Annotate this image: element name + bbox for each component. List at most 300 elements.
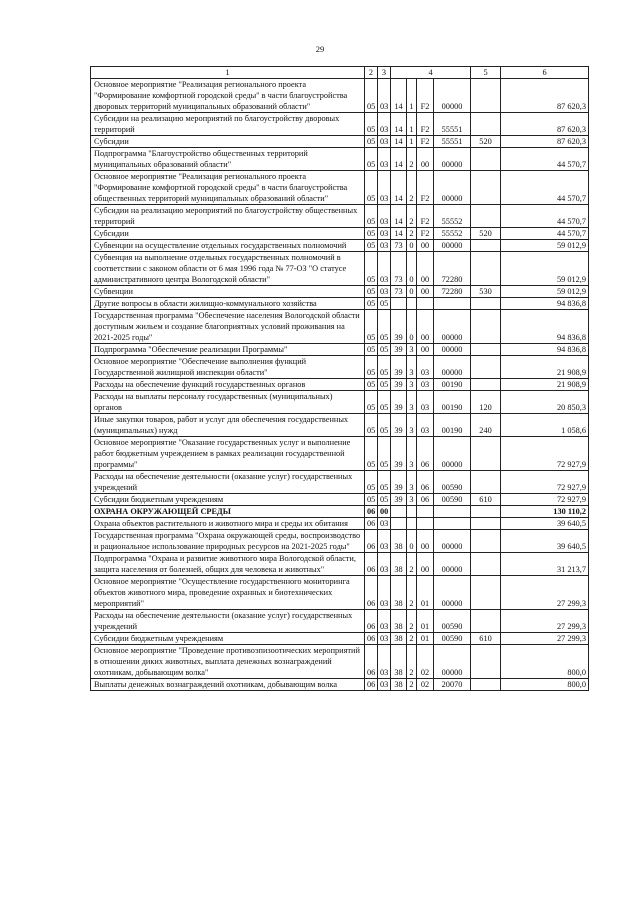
table-row	[91, 79, 589, 113]
row-section: 05	[365, 252, 378, 286]
row-section: 05	[365, 356, 378, 379]
row-section: 05	[365, 414, 378, 437]
table-row	[91, 494, 589, 506]
row-expense-type	[471, 79, 501, 113]
row-target-code: 72280	[434, 286, 471, 298]
row-target-code: 55551	[434, 113, 471, 136]
row-section: 06	[365, 610, 378, 633]
table-row	[91, 553, 589, 576]
row-target-code: 55552	[434, 205, 471, 228]
row-subsection: 05	[378, 298, 391, 310]
row-target-program: 14	[391, 205, 407, 228]
row-target-code: 00590	[434, 610, 471, 633]
row-section: 05	[365, 379, 378, 391]
table-row	[91, 205, 589, 228]
table-row	[91, 506, 589, 518]
row-target-program: 14	[391, 171, 407, 205]
row-target-code: 72280	[434, 252, 471, 286]
table-row	[91, 286, 589, 298]
row-section: 05	[365, 310, 378, 344]
table-row	[91, 391, 589, 414]
row-section: 05	[365, 240, 378, 252]
row-expense-type: 240	[471, 414, 501, 437]
row-section: 06	[365, 530, 378, 553]
row-section: 05	[365, 286, 378, 298]
row-subsection: 03	[378, 171, 391, 205]
row-name: Субсидии	[91, 228, 365, 240]
row-name: Подпрограмма "Охрана и развитие животного мира Вологодской области, защита населения от болезней, общих для человека и животных"	[91, 553, 365, 576]
row-target-event: F2	[417, 205, 434, 228]
row-target-event	[417, 506, 434, 518]
row-target-program: 38	[391, 553, 407, 576]
row-expense-type	[471, 113, 501, 136]
header-cell-5: 5	[471, 67, 501, 79]
row-target-program: 38	[391, 576, 407, 610]
row-target-subprogram: 3	[407, 356, 417, 379]
row-target-subprogram: 3	[407, 414, 417, 437]
row-name: Субсидии бюджетным учреждениям	[91, 494, 365, 506]
row-amount: 130 110,2	[501, 506, 589, 518]
row-section: 06	[365, 645, 378, 679]
row-amount: 59 012,9	[501, 240, 589, 252]
row-target-event	[417, 518, 434, 530]
row-target-event	[417, 298, 434, 310]
row-section: 06	[365, 679, 378, 691]
row-subsection: 03	[378, 252, 391, 286]
row-name: Основное мероприятие "Проведение противоэпизоотических мероприятий в отношении диких животных, выплата денежных вознаграждений охотникам, добывающим волка"	[91, 645, 365, 679]
row-amount: 21 908,9	[501, 356, 589, 379]
row-expense-type	[471, 298, 501, 310]
row-amount: 39 640,5	[501, 530, 589, 553]
row-target-program: 38	[391, 633, 407, 645]
row-target-subprogram: 3	[407, 437, 417, 471]
row-expense-type: 520	[471, 136, 501, 148]
table-row	[91, 576, 589, 610]
row-amount: 31 213,7	[501, 553, 589, 576]
row-amount: 800,0	[501, 645, 589, 679]
table-row	[91, 228, 589, 240]
row-target-program: 73	[391, 286, 407, 298]
row-name: Основное мероприятие "Оказание государственных услуг и выполнение работ бюджетным учреждением в рамках реализации государственной программы"	[91, 437, 365, 471]
row-name: Расходы на обеспечение функций государственных органов	[91, 379, 365, 391]
row-target-event: 00	[417, 553, 434, 576]
row-subsection: 05	[378, 310, 391, 344]
row-target-program	[391, 518, 407, 530]
row-target-program: 14	[391, 228, 407, 240]
row-target-event: 00	[417, 344, 434, 356]
row-name: Основное мероприятие "Осуществление государственного мониторинга объектов животного мира, проведение охранных и биотехнических мероприятий"	[91, 576, 365, 610]
row-target-code: 00190	[434, 379, 471, 391]
table-row	[91, 310, 589, 344]
row-target-event: 00	[417, 310, 434, 344]
row-target-subprogram: 0	[407, 286, 417, 298]
row-target-subprogram: 2	[407, 205, 417, 228]
row-amount: 27 299,3	[501, 633, 589, 645]
row-subsection: 03	[378, 633, 391, 645]
table-row	[91, 252, 589, 286]
header-cell-1: 1	[91, 67, 365, 79]
row-amount: 44 570,7	[501, 228, 589, 240]
row-target-program: 14	[391, 79, 407, 113]
row-target-program: 14	[391, 113, 407, 136]
row-name: Другие вопросы в области жилищно-коммунального хозяйства	[91, 298, 365, 310]
row-target-subprogram	[407, 298, 417, 310]
row-section: 05	[365, 113, 378, 136]
row-subsection: 03	[378, 576, 391, 610]
header-cell-4: 4	[391, 67, 471, 79]
row-target-subprogram: 0	[407, 530, 417, 553]
row-subsection: 05	[378, 437, 391, 471]
row-subsection: 03	[378, 679, 391, 691]
row-target-event: F2	[417, 79, 434, 113]
row-amount: 72 927,9	[501, 471, 589, 494]
row-name: Основное мероприятие "Обеспечение выполнения функций Государственной жилищной инспекции области"	[91, 356, 365, 379]
row-name: Расходы на выплаты персоналу государственных (муниципальных) органов	[91, 391, 365, 414]
row-target-code: 00000	[434, 240, 471, 252]
row-expense-type	[471, 148, 501, 171]
row-target-code: 20070	[434, 679, 471, 691]
table-row	[91, 518, 589, 530]
row-subsection: 03	[378, 645, 391, 679]
row-target-event: 06	[417, 494, 434, 506]
table-row	[91, 379, 589, 391]
row-target-code: 00000	[434, 553, 471, 576]
row-target-subprogram: 2	[407, 633, 417, 645]
row-target-program: 38	[391, 645, 407, 679]
row-name: Государственная программа "Охрана окружающей среды, воспроизводство и рациональное использование природных ресурсов на 2021-2025 годы"	[91, 530, 365, 553]
row-target-program: 14	[391, 148, 407, 171]
row-amount: 21 908,9	[501, 379, 589, 391]
table-row	[91, 679, 589, 691]
table-row	[91, 645, 589, 679]
row-expense-type: 610	[471, 494, 501, 506]
row-amount: 87 620,3	[501, 113, 589, 136]
row-amount: 27 299,3	[501, 610, 589, 633]
row-name: Охрана объектов растительного и животного мира и среды их обитания	[91, 518, 365, 530]
row-target-code: 00000	[434, 437, 471, 471]
row-section: 05	[365, 136, 378, 148]
budget-table	[90, 66, 589, 691]
row-target-subprogram: 2	[407, 679, 417, 691]
table-row	[91, 437, 589, 471]
row-expense-type: 520	[471, 228, 501, 240]
row-target-code: 00590	[434, 633, 471, 645]
row-target-code: 00590	[434, 471, 471, 494]
row-expense-type	[471, 506, 501, 518]
row-section: 05	[365, 391, 378, 414]
row-section: 05	[365, 171, 378, 205]
row-amount: 94 836,8	[501, 310, 589, 344]
row-expense-type: 120	[471, 391, 501, 414]
row-name: Основное мероприятие "Реализация регионального проекта "Формирование комфортной городской среды" в части благоустройства дворовых территорий муниципальных образований области"	[91, 79, 365, 113]
row-expense-type	[471, 471, 501, 494]
row-amount: 44 570,7	[501, 205, 589, 228]
row-target-subprogram: 1	[407, 136, 417, 148]
row-target-code: 55551	[434, 136, 471, 148]
row-expense-type	[471, 171, 501, 205]
table-row	[91, 414, 589, 437]
table-row	[91, 344, 589, 356]
row-subsection: 03	[378, 228, 391, 240]
header-cell-6: 6	[501, 67, 589, 79]
row-subsection: 05	[378, 391, 391, 414]
row-target-subprogram: 3	[407, 391, 417, 414]
row-target-program: 73	[391, 240, 407, 252]
row-expense-type	[471, 610, 501, 633]
row-target-code: 00000	[434, 576, 471, 610]
row-target-subprogram: 2	[407, 228, 417, 240]
row-target-subprogram	[407, 518, 417, 530]
row-target-subprogram: 0	[407, 240, 417, 252]
row-target-event: 06	[417, 471, 434, 494]
row-target-subprogram: 2	[407, 576, 417, 610]
row-amount: 72 927,9	[501, 494, 589, 506]
row-expense-type	[471, 252, 501, 286]
row-amount: 1 058,6	[501, 414, 589, 437]
row-target-event: 03	[417, 414, 434, 437]
row-amount: 800,0	[501, 679, 589, 691]
row-amount: 27 299,3	[501, 576, 589, 610]
row-target-code	[434, 518, 471, 530]
row-amount: 87 620,3	[501, 79, 589, 113]
row-name: Подпрограмма "Обеспечение реализации Программы"	[91, 344, 365, 356]
row-target-subprogram: 0	[407, 252, 417, 286]
row-target-event: 01	[417, 633, 434, 645]
row-target-event: 00	[417, 148, 434, 171]
row-target-subprogram: 2	[407, 610, 417, 633]
row-target-code: 00590	[434, 494, 471, 506]
table-body	[91, 67, 589, 691]
table-row	[91, 171, 589, 205]
row-section: 05	[365, 298, 378, 310]
header-cell-2: 2	[365, 67, 378, 79]
row-section: 05	[365, 79, 378, 113]
row-target-code	[434, 506, 471, 518]
row-section: 06	[365, 518, 378, 530]
row-name: Подпрограмма "Благоустройство общественных территорий муниципальных образований области"	[91, 148, 365, 171]
row-target-event: F2	[417, 171, 434, 205]
row-subsection: 03	[378, 205, 391, 228]
row-name: ОХРАНА ОКРУЖАЮЩЕЙ СРЕДЫ	[91, 506, 365, 518]
row-target-code: 00000	[434, 148, 471, 171]
row-amount: 44 570,7	[501, 148, 589, 171]
row-expense-type: 530	[471, 286, 501, 298]
row-subsection: 05	[378, 379, 391, 391]
row-target-program: 39	[391, 391, 407, 414]
row-subsection: 05	[378, 414, 391, 437]
row-section: 05	[365, 437, 378, 471]
row-target-event: 02	[417, 679, 434, 691]
row-amount: 39 640,5	[501, 518, 589, 530]
row-name: Субвенции на осуществление отдельных государственных полномочий	[91, 240, 365, 252]
row-subsection: 03	[378, 148, 391, 171]
row-subsection: 03	[378, 113, 391, 136]
row-target-program: 38	[391, 610, 407, 633]
row-section: 05	[365, 228, 378, 240]
row-name: Расходы на обеспечение деятельности (оказание услуг) государственных учреждений	[91, 610, 365, 633]
row-section: 06	[365, 633, 378, 645]
table-row	[91, 148, 589, 171]
row-subsection: 05	[378, 494, 391, 506]
row-target-code: 00190	[434, 391, 471, 414]
row-target-subprogram: 1	[407, 79, 417, 113]
row-target-program: 14	[391, 136, 407, 148]
row-subsection: 03	[378, 136, 391, 148]
row-subsection: 03	[378, 610, 391, 633]
row-expense-type	[471, 437, 501, 471]
row-expense-type	[471, 379, 501, 391]
table-row	[91, 633, 589, 645]
row-expense-type	[471, 679, 501, 691]
table-row	[91, 356, 589, 379]
row-target-subprogram: 3	[407, 494, 417, 506]
row-subsection: 05	[378, 471, 391, 494]
table-row	[91, 240, 589, 252]
row-target-program: 39	[391, 356, 407, 379]
row-subsection: 03	[378, 286, 391, 298]
row-expense-type	[471, 205, 501, 228]
row-section: 06	[365, 576, 378, 610]
table-header-row	[91, 67, 589, 79]
row-target-subprogram: 3	[407, 471, 417, 494]
row-subsection: 03	[378, 530, 391, 553]
row-amount: 59 012,9	[501, 286, 589, 298]
page-number: 29	[315, 44, 325, 54]
row-target-program: 39	[391, 310, 407, 344]
row-target-subprogram: 2	[407, 645, 417, 679]
row-name: Иные закупки товаров, работ и услуг для обеспечения государственных (муниципальных) нужд	[91, 414, 365, 437]
row-name: Субсидии на реализацию мероприятий по благоустройству дворовых территорий	[91, 113, 365, 136]
row-target-program: 39	[391, 344, 407, 356]
row-name: Основное мероприятие "Реализация регионального проекта "Формирование комфортной городской среды" в части благоустройства общественных территорий муниципальных образований области"	[91, 171, 365, 205]
row-target-subprogram: 0	[407, 310, 417, 344]
row-target-event: F2	[417, 136, 434, 148]
row-name: Субсидии бюджетным учреждениям	[91, 633, 365, 645]
row-amount: 20 850,3	[501, 391, 589, 414]
table-row	[91, 530, 589, 553]
row-target-code: 00000	[434, 356, 471, 379]
row-target-code: 00000	[434, 79, 471, 113]
row-expense-type	[471, 356, 501, 379]
row-target-subprogram	[407, 506, 417, 518]
row-target-program: 38	[391, 530, 407, 553]
row-amount: 94 836,8	[501, 344, 589, 356]
row-amount: 44 570,7	[501, 171, 589, 205]
row-target-code: 00190	[434, 414, 471, 437]
table-row	[91, 298, 589, 310]
table-row	[91, 113, 589, 136]
row-target-subprogram: 3	[407, 379, 417, 391]
row-target-program: 39	[391, 437, 407, 471]
row-name: Субсидии на реализацию мероприятий по благоустройству общественных территорий	[91, 205, 365, 228]
row-target-event: F2	[417, 228, 434, 240]
row-target-event: 03	[417, 391, 434, 414]
row-name: Расходы на обеспечение деятельности (оказание услуг) государственных учреждений	[91, 471, 365, 494]
row-target-event: 00	[417, 252, 434, 286]
row-target-subprogram: 2	[407, 171, 417, 205]
row-expense-type	[471, 518, 501, 530]
row-target-event: 02	[417, 645, 434, 679]
row-target-event: 01	[417, 576, 434, 610]
row-target-code: 55552	[434, 228, 471, 240]
row-section: 06	[365, 506, 378, 518]
row-amount: 94 836,8	[501, 298, 589, 310]
row-target-program: 73	[391, 252, 407, 286]
row-target-code: 00000	[434, 171, 471, 205]
row-subsection: 03	[378, 553, 391, 576]
row-target-program: 39	[391, 494, 407, 506]
row-name: Выплаты денежных вознаграждений охотникам, добывающим волка	[91, 679, 365, 691]
row-amount: 72 927,9	[501, 437, 589, 471]
row-section: 05	[365, 471, 378, 494]
row-target-code: 00000	[434, 344, 471, 356]
row-amount: 59 012,9	[501, 252, 589, 286]
row-target-event: 01	[417, 610, 434, 633]
row-section: 05	[365, 205, 378, 228]
row-expense-type	[471, 240, 501, 252]
row-target-event: 00	[417, 530, 434, 553]
table-row	[91, 610, 589, 633]
row-target-event: 03	[417, 356, 434, 379]
row-subsection: 00	[378, 506, 391, 518]
row-target-code: 00000	[434, 310, 471, 344]
row-target-event: 00	[417, 240, 434, 252]
row-target-subprogram: 2	[407, 553, 417, 576]
row-target-subprogram: 3	[407, 344, 417, 356]
row-expense-type	[471, 530, 501, 553]
table-row	[91, 136, 589, 148]
row-expense-type: 610	[471, 633, 501, 645]
row-target-program: 39	[391, 379, 407, 391]
row-name: Субсидии	[91, 136, 365, 148]
header-cell-3: 3	[378, 67, 391, 79]
row-name: Субвенции	[91, 286, 365, 298]
row-subsection: 03	[378, 240, 391, 252]
row-target-event: 03	[417, 379, 434, 391]
row-target-program: 38	[391, 679, 407, 691]
row-subsection: 05	[378, 356, 391, 379]
row-section: 05	[365, 494, 378, 506]
row-target-program: 39	[391, 471, 407, 494]
row-target-event: 06	[417, 437, 434, 471]
row-name: Субвенция на выполнение отдельных государственных полномочий в соответствии с законом области от 6 мая 1996 года № 77-ОЗ "О статусе административного центра Вологодской области"	[91, 252, 365, 286]
row-target-program	[391, 506, 407, 518]
row-target-event: 00	[417, 286, 434, 298]
row-amount: 87 620,3	[501, 136, 589, 148]
row-name: Государственная программа "Обеспечение населения Вологодской области доступным жильем и создание благоприятных условий проживания на 2021-2025 годы"	[91, 310, 365, 344]
row-target-event: F2	[417, 113, 434, 136]
table-row	[91, 471, 589, 494]
row-target-program: 39	[391, 414, 407, 437]
row-target-subprogram: 1	[407, 113, 417, 136]
row-expense-type	[471, 576, 501, 610]
row-section: 06	[365, 553, 378, 576]
row-expense-type	[471, 553, 501, 576]
row-target-code	[434, 298, 471, 310]
row-target-code: 00000	[434, 645, 471, 679]
row-target-subprogram: 2	[407, 148, 417, 171]
row-expense-type	[471, 645, 501, 679]
row-subsection: 05	[378, 344, 391, 356]
row-target-code: 00000	[434, 530, 471, 553]
row-subsection: 03	[378, 518, 391, 530]
row-subsection: 03	[378, 79, 391, 113]
row-expense-type	[471, 344, 501, 356]
row-section: 05	[365, 148, 378, 171]
row-section: 05	[365, 344, 378, 356]
row-target-program	[391, 298, 407, 310]
row-expense-type	[471, 310, 501, 344]
